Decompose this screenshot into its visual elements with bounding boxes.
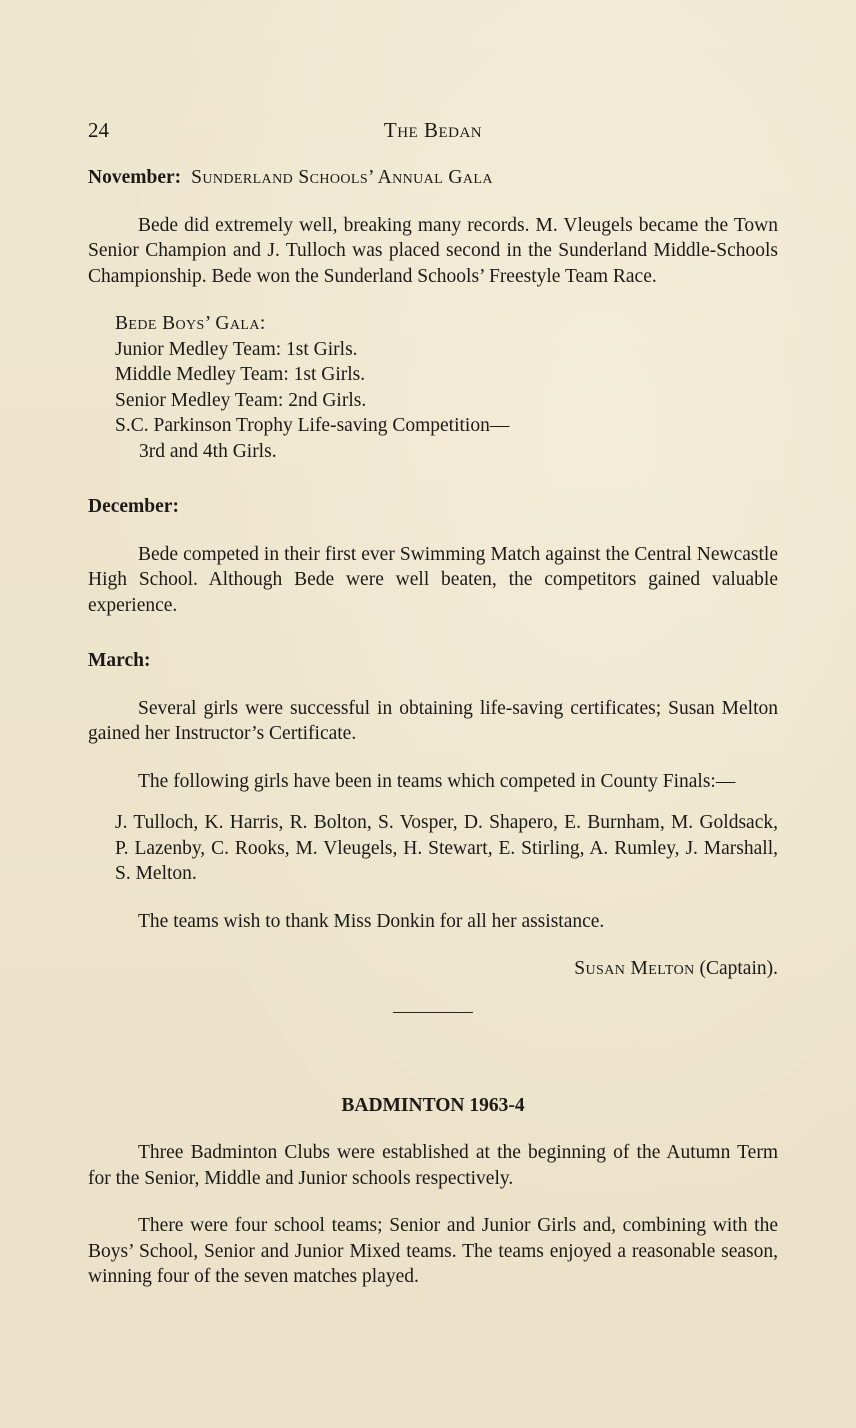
badminton-paragraph-clubs: Three Badminton Clubs were established at the beginning of the Autumn Term for the Senior, Middle and Junior schools respectively. — [88, 1142, 778, 1189]
november-paragraph: Bede did extremely well, breaking many records. M. Vleugels became the Town Senior Champion and J. Tulloch was placed second in the Sunderland Middle-Schools Championship. Bede won the Sunderland Schools’ Freestyle Team Race. — [88, 214, 778, 287]
badminton-paragraph-teams: There were four school teams; Senior and Junior Girls and, combining with the Boys’ School, Senior and Junior Mixed teams. The teams enjoyed a reasonable season, winning four of the seven matches played. — [88, 1215, 778, 1287]
december-paragraph: Bede competed in their first ever Swimming Match against the Central Newcastle High School. Although Bede were well beaten, the competitors gained valuable experience. — [88, 543, 778, 616]
boys-gala-results — [115, 311, 778, 464]
page-number: 24 — [88, 118, 109, 142]
signature-role: (Captain). — [699, 958, 778, 979]
gala-result-item: S.C. Parkinson Trophy Life-saving Competition— — [115, 415, 510, 436]
running-head — [88, 118, 778, 148]
march-heading — [88, 648, 778, 674]
team-members-list: J. Tulloch, K. Harris, R. Bolton, S. Vosper, D. Shapero, E. Burnham, M. Goldsack, P. Lazenby, C. Rooks, M. Vleugels, H. Stewart, E. Stirling, A. Rumley, J. Marshall, S. Melton. — [115, 812, 778, 884]
november-event-title: Sunderland Schools’ Annual Gala — [191, 167, 493, 188]
page-content — [88, 165, 778, 1290]
december-month-label: December: — [88, 496, 179, 517]
march-paragraph-certificates: Several girls were successful in obtaining life-saving certificates; Susan Melton gained her Instructor’s Certificate. — [88, 697, 778, 744]
thanks-line: The teams wish to thank Miss Donkin for all her assistance. — [138, 910, 605, 932]
gala-result-item: Middle Medley Team: 1st Girls. — [115, 364, 366, 385]
november-heading — [88, 165, 778, 191]
march-paragraph-county-finals: The following girls have been in teams which competed in County Finals:— — [138, 770, 736, 792]
signature — [88, 956, 778, 982]
gala-result-item: Junior Medley Team: 1st Girls. — [115, 338, 358, 360]
march-month-label: March: — [88, 650, 151, 671]
november-month-label: November: — [88, 167, 182, 188]
boys-gala-title: Bede Boys’ Gala: — [115, 313, 266, 334]
gala-result-item: Senior Medley Team: 2nd Girls. — [115, 389, 367, 411]
badminton-title: BADMINTON 1963-4 — [341, 1094, 525, 1116]
december-heading — [88, 494, 778, 520]
gala-result-continuation: 3rd and 4th Girls. — [139, 440, 277, 462]
signature-name: Susan Melton — [574, 958, 695, 979]
journal-title: The Bedan — [383, 118, 483, 142]
